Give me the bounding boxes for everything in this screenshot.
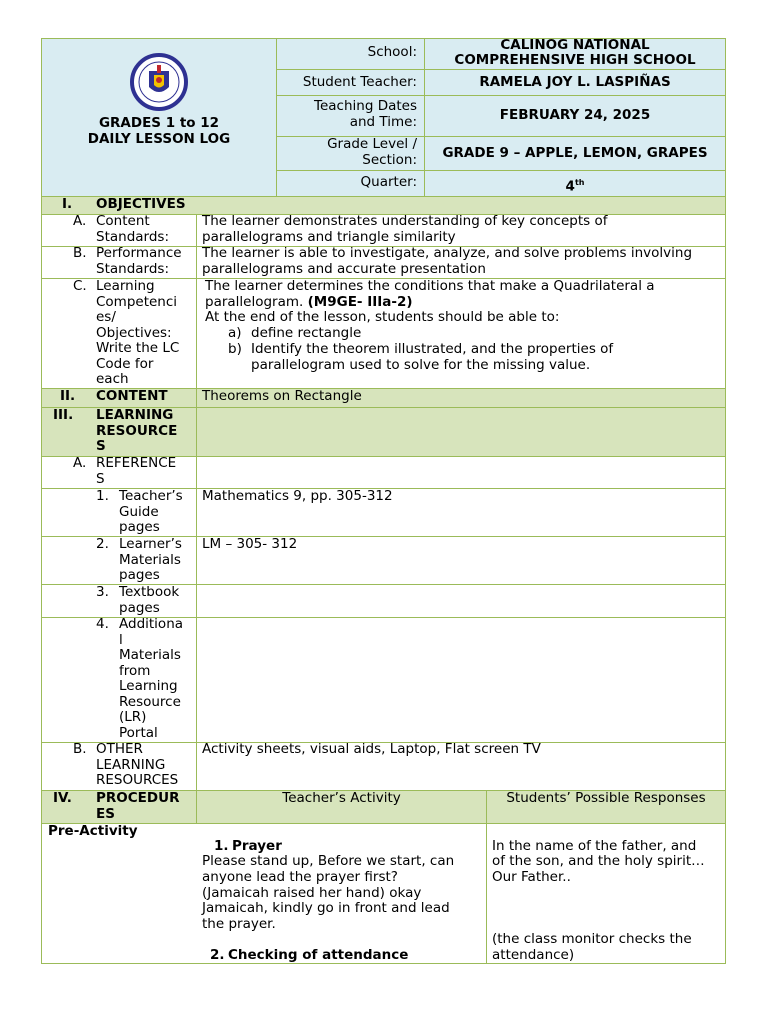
- procedures-title-line-1: PROCEDUR: [96, 790, 180, 806]
- school-value-line-1: CALINOG NATIONAL: [500, 37, 650, 53]
- procedures-title-line-2: ES: [96, 806, 115, 822]
- learners-materials-label-line-2: Materials: [119, 552, 181, 568]
- objective-b-text-line-1: Identify the theorem illustrated, and the properties of: [251, 341, 614, 357]
- content-title: CONTENT: [96, 388, 168, 404]
- grade-section-value: GRADE 9 – APPLE, LEMON, GRAPES: [442, 145, 708, 161]
- teachers-guide-label-line-3: pages: [119, 519, 160, 535]
- teacher-activity-header: Teacher’s Activity: [282, 790, 401, 806]
- additional-materials-label-line-3: Materials: [119, 647, 181, 663]
- content-standards-label-line-1: Content: [96, 213, 150, 229]
- attendance-title: Checking of attendance: [228, 947, 409, 963]
- quarter-number: 4: [565, 178, 575, 195]
- learning-competencies-label-line-7: each: [96, 371, 129, 387]
- other-resources-value: Activity sheets, visual aids, Laptop, Flat screen TV: [202, 741, 541, 757]
- references-label-line-1: REFERENCE: [96, 455, 177, 471]
- additional-materials-label-line-6: Resource: [119, 694, 181, 710]
- log-title-line-2: DAILY LESSON LOG: [87, 131, 231, 147]
- additional-materials-label-line-1: Additiona: [119, 616, 184, 632]
- performance-standards-text-line-1: The learner is able to investigate, analyze, and solve problems involving: [202, 245, 693, 261]
- teachers-guide-value: Mathematics 9, pp. 305-312: [202, 488, 393, 504]
- additional-materials-label-line-5: Learning: [119, 678, 178, 694]
- references-value-cell: [196, 456, 726, 489]
- learning-competencies-label-line-4: Objectives:: [96, 325, 172, 341]
- student-response-line-1: In the name of the father, and: [492, 838, 697, 854]
- learning-resources-title-line-2: RESOURCE: [96, 423, 178, 439]
- learning-competencies-text-line-1: The learner determines the conditions that make a Quadrilateral a: [205, 278, 655, 294]
- references-label-line-2: S: [96, 471, 105, 487]
- student-response-line-3: Our Father..: [492, 869, 571, 885]
- learners-materials-value: LM – 305- 312: [202, 536, 298, 552]
- additional-materials-marker: 4.: [96, 616, 109, 632]
- teachers-guide-label-line-2: Guide: [119, 504, 159, 520]
- other-resources-label-line-3: RESOURCES: [96, 772, 179, 788]
- learning-competencies-text-line-2a: parallelogram.: [205, 294, 304, 310]
- learning-competencies-label-line-3: es/: [96, 309, 116, 325]
- content-standards-text-line-1: The learner demonstrates understanding of key concepts of: [202, 213, 608, 229]
- learning-competencies-label-line-5: Write the LC: [96, 340, 180, 356]
- grade-section-label-line-1: Grade Level /: [327, 136, 417, 152]
- learning-competencies-label-line-1: Learning: [96, 278, 155, 294]
- pre-activity-label: Pre-Activity: [48, 823, 138, 839]
- objective-a-text: define rectangle: [251, 325, 362, 341]
- quarter-label: Quarter:: [360, 174, 417, 190]
- student-response-line-5: attendance): [492, 947, 575, 963]
- attendance-marker: 2.: [210, 947, 225, 963]
- objective-b-marker: b): [228, 341, 242, 357]
- student-responses-header: Students’ Possible Responses: [506, 790, 706, 806]
- content-number: II.: [60, 388, 76, 404]
- school-label: School:: [367, 44, 417, 60]
- learners-materials-label-line-3: pages: [119, 567, 160, 583]
- additional-materials-value-cell: [196, 617, 726, 743]
- performance-standards-label-line-2: Standards:: [96, 261, 169, 277]
- performance-standards-marker: B.: [73, 245, 87, 261]
- content-standards-label-line-2: Standards:: [96, 229, 169, 245]
- prayer-title: Prayer: [232, 838, 282, 854]
- performance-standards-text-line-2: parallelograms and accurate presentation: [202, 261, 486, 277]
- learning-competencies-label-line-2: Competenci: [96, 294, 178, 310]
- objective-b-text-line-2: parallelogram used to solve for the missing value.: [251, 357, 591, 373]
- textbook-pages-label-line-2: pages: [119, 600, 160, 616]
- learning-competencies-text-line-3: At the end of the lesson, students should be able to:: [205, 309, 560, 325]
- objectives-number: I.: [62, 196, 73, 212]
- teaching-dates-label-line-1: Teaching Dates: [314, 98, 417, 114]
- additional-materials-label-line-2: l: [119, 632, 123, 648]
- learning-resources-title-line-1: LEARNING: [96, 407, 174, 423]
- procedures-number: IV.: [53, 790, 72, 806]
- log-title-line-1: GRADES 1 to 12: [98, 115, 220, 131]
- teacher-activity-line-3: (Jamaicah raised her hand) okay: [202, 885, 422, 901]
- additional-materials-label-line-7: (LR): [119, 709, 147, 725]
- deped-seal: [127, 53, 191, 111]
- student-teacher-label: Student Teacher:: [302, 74, 417, 90]
- school-value-line-2: COMPREHENSIVE HIGH SCHOOL: [454, 52, 696, 68]
- objectives-title: OBJECTIVES: [96, 196, 186, 212]
- learning-competency-code: (M9GE- IIIa-2): [307, 294, 413, 310]
- textbook-pages-value-cell: [196, 584, 726, 618]
- textbook-pages-label-line-1: Textbook: [119, 584, 180, 600]
- content-value: Theorems on Rectangle: [202, 388, 362, 404]
- references-marker: A.: [73, 455, 87, 471]
- prayer-marker: 1.: [214, 838, 229, 854]
- quarter-ordinal-suffix: th: [574, 178, 585, 187]
- performance-standards-label-line-1: Performance: [96, 245, 182, 261]
- learners-materials-label-line-1: Learner’s: [119, 536, 182, 552]
- student-response-line-4: (the class monitor checks the: [492, 931, 692, 947]
- content-standards-text-line-2: parallelograms and triangle similarity: [202, 229, 456, 245]
- quarter-value: [424, 175, 726, 195]
- student-teacher-value: RAMELA JOY L. LASPIÑAS: [479, 74, 671, 90]
- additional-materials-label-line-4: from: [119, 663, 151, 679]
- teachers-guide-label-line-1: Teacher’s: [119, 488, 183, 504]
- teacher-activity-line-4: Jamaicah, kindly go in front and lead: [202, 900, 450, 916]
- learning-competencies-marker: C.: [73, 278, 87, 294]
- teachers-guide-marker: 1.: [96, 488, 109, 504]
- learning-resources-number: III.: [53, 407, 74, 423]
- textbook-pages-marker: 3.: [96, 584, 109, 600]
- teaching-dates-label-line-2: and Time:: [349, 114, 417, 130]
- other-resources-label-line-1: OTHER: [96, 741, 143, 757]
- objective-a-marker: a): [228, 325, 242, 341]
- other-resources-label-line-2: LEARNING: [96, 757, 166, 773]
- teacher-activity-line-2: anyone lead the prayer first?: [202, 869, 398, 885]
- learners-materials-marker: 2.: [96, 536, 109, 552]
- content-standards-marker: A.: [73, 213, 87, 229]
- learning-competencies-label-line-6: Code for: [96, 356, 154, 372]
- other-resources-marker: B.: [73, 741, 87, 757]
- teacher-activity-line-1: Please stand up, Before we start, can: [202, 853, 455, 869]
- learning-resources-title-line-3: S: [96, 438, 106, 454]
- teacher-activity-line-5: the prayer.: [202, 916, 276, 932]
- student-response-line-2: of the son, and the holy spirit…: [492, 853, 705, 869]
- teaching-dates-value: FEBRUARY 24, 2025: [499, 107, 651, 123]
- learning-resources-value-cell: [196, 407, 726, 457]
- grade-section-label-line-2: Section:: [362, 152, 417, 168]
- additional-materials-label-line-8: Portal: [119, 725, 158, 741]
